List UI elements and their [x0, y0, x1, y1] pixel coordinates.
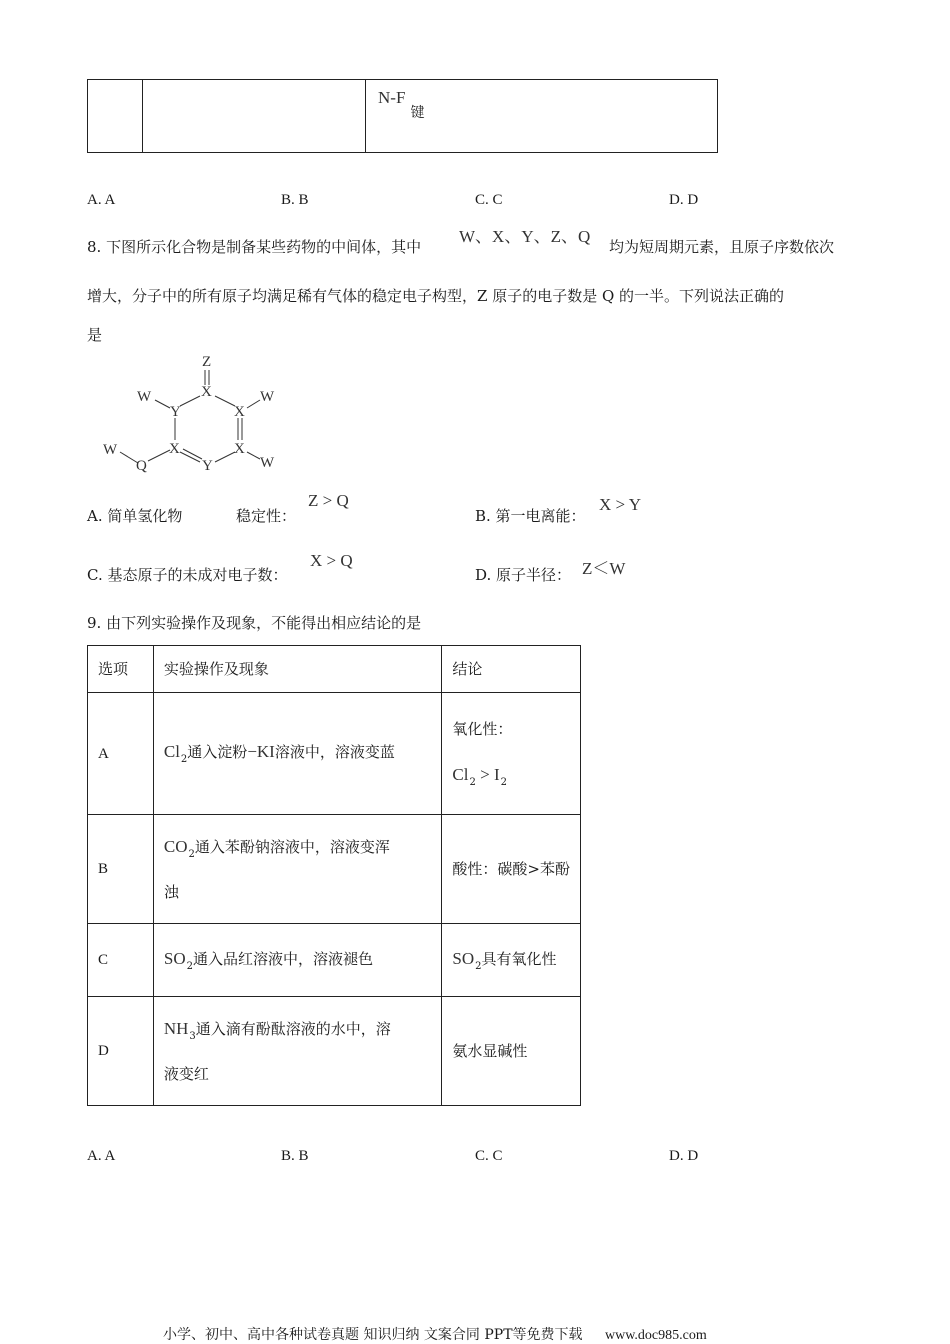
- row-a-conclusion-sub: 2: [469, 777, 476, 788]
- q9-row-c-conclusion: [442, 924, 581, 997]
- q9-row-a-operation: [153, 693, 442, 815]
- q8-option-c-label[interactable]: C. 基态原子的未成对电子数：: [87, 566, 288, 584]
- q8-stem-line2: 增大，分子中的所有原子均满足稀有气体的稳定电子构型，Z 原子的电子数是 Q 的一半。下列说法正确的: [87, 287, 785, 305]
- q9-option-b[interactable]: B. B: [281, 1148, 309, 1164]
- atom-y-bottom: Y: [202, 458, 213, 474]
- atom-w-right-top: W: [260, 389, 275, 405]
- q8-option-b-label[interactable]: B. 第一电离能：: [475, 507, 586, 525]
- q9-row-c-operation: [153, 924, 442, 997]
- row-c-formula-sub: 2: [186, 960, 193, 972]
- q9-header-conclusion: 结论: [442, 646, 581, 693]
- atom-y-left: Y: [170, 404, 181, 420]
- q7-table-cell-operation: [143, 80, 366, 153]
- row-a-op-formula: −KI: [247, 742, 275, 761]
- footer-url[interactable]: www.doc985.com: [604, 1328, 707, 1343]
- atom-w-left-bottom: W: [103, 442, 118, 458]
- row-a-conclusion-line2: [452, 765, 570, 788]
- q9-row-d-conclusion: 氨水显碱性: [442, 997, 581, 1106]
- row-d-op-text2: 液变红: [163, 1064, 209, 1083]
- q7-option-d[interactable]: D. D: [669, 192, 699, 208]
- row-b-op-text2: 浊: [163, 882, 179, 901]
- row-a-op-text2: 溶液中，溶液变蓝: [274, 743, 395, 761]
- q7-option-a[interactable]: A. A: [87, 192, 116, 208]
- table-row: [88, 997, 581, 1106]
- row-a-op-text: 通入淀粉: [187, 743, 248, 761]
- q9-row-a-option: A: [88, 693, 154, 815]
- row-a-conclusion-line1: 氧化性：: [452, 720, 513, 738]
- q8-option-d-math: Z＜W: [582, 559, 626, 578]
- row-b-op-text: 通入苯酚钠溶液中，溶液变浑: [194, 837, 390, 856]
- row-a-conclusion-sub2: 2: [500, 777, 507, 788]
- q7-table-cell-option: [88, 80, 143, 153]
- atom-x-right-bottom: X: [234, 441, 245, 457]
- q7-option-b[interactable]: B. B: [281, 192, 309, 208]
- row-a-conclusion-mid: > I: [475, 765, 500, 784]
- row-c-op-text: 通入品红溶液中，溶液褪色: [192, 949, 373, 968]
- q8-option-c-math: X > Q: [310, 551, 353, 570]
- q9-row-d-operation: [153, 997, 442, 1106]
- row-a-formula: Cl: [163, 742, 180, 761]
- atom-q-left: Q: [136, 458, 147, 474]
- row-b-formula-sub: 2: [188, 848, 195, 860]
- atom-x-right-top: X: [234, 404, 245, 420]
- atom-x-left-bottom: X: [169, 441, 180, 457]
- q8-option-d-label[interactable]: D. 原子半径：: [475, 566, 572, 584]
- q7-option-c[interactable]: C. C: [475, 192, 503, 208]
- footer-text: 小学、初中、高中各种试卷真题 知识归纳 文案合同 PPT等免费下载: [163, 1327, 583, 1343]
- q8-option-b-math: X > Y: [599, 495, 642, 514]
- table-row: [88, 693, 581, 815]
- q9-row-a-conclusion: [442, 693, 581, 815]
- q8-structure-diagram: [95, 348, 295, 478]
- q9-row-c-option: C: [88, 924, 154, 997]
- q9-table: [87, 645, 581, 1106]
- row-d-formula: NH: [163, 1018, 189, 1038]
- row-c-conclusion-sub: 2: [475, 960, 482, 972]
- q9-stem: 9. 由下列实验操作及现象，不能得出相应结论的是: [87, 614, 422, 632]
- row-d-formula-sub: 3: [189, 1030, 196, 1042]
- q8-option-a-label2: 稳定性：: [236, 507, 297, 525]
- q9-row-b-operation: [153, 815, 442, 924]
- row-a-formula-sub: 2: [180, 754, 188, 765]
- atom-z-top: Z: [202, 354, 212, 370]
- q7-table-cell-conclusion: [366, 80, 718, 153]
- page-footer: [163, 1324, 707, 1344]
- q9-header-option: 选项: [88, 646, 154, 693]
- q8-option-a-math: Z > Q: [308, 491, 349, 510]
- q8-stem-line1-pre: 8. 下图所示化合物是制备某些药物的中间体，其中: [87, 238, 422, 256]
- q9-row-d-option: D: [88, 997, 154, 1106]
- q9-header-operation: 实验操作及现象: [153, 646, 442, 693]
- table-row: [88, 815, 581, 924]
- q8-elements: W、X、Y、Z、Q: [459, 227, 591, 246]
- row-a-conclusion-formula: Cl: [452, 765, 469, 784]
- bond-label: 键: [410, 105, 425, 121]
- row-b-formula: CO: [163, 836, 188, 856]
- atom-w-right-bottom: W: [260, 455, 275, 471]
- q8-stem-line1-post: 均为短周期元素，且原子序数依次: [609, 238, 835, 256]
- q8-stem-line3: 是: [87, 326, 103, 344]
- q9-option-c[interactable]: C. C: [475, 1148, 503, 1164]
- q9-row-b-conclusion: 酸性：碳酸>苯酚: [442, 815, 581, 924]
- q7-table-fragment: [87, 79, 718, 153]
- row-d-op-text: 通入滴有酚酞溶液的水中，溶: [195, 1019, 391, 1038]
- q9-option-a[interactable]: A. A: [87, 1148, 116, 1164]
- row-c-formula: SO: [163, 948, 186, 968]
- q8-option-a-label[interactable]: A. 简单氢化物: [87, 507, 183, 525]
- nf-bond-formula: N-F: [378, 88, 406, 107]
- row-c-conclusion-text: 具有氧化性: [481, 949, 557, 968]
- table-row: [88, 924, 581, 997]
- q9-table-header-row: [88, 646, 581, 693]
- row-c-conclusion-formula: SO: [452, 948, 475, 968]
- atom-x-top: X: [201, 384, 212, 400]
- q9-row-b-option: B: [88, 815, 154, 924]
- atom-w-top-left: W: [137, 389, 152, 405]
- q9-option-d[interactable]: D. D: [669, 1148, 699, 1164]
